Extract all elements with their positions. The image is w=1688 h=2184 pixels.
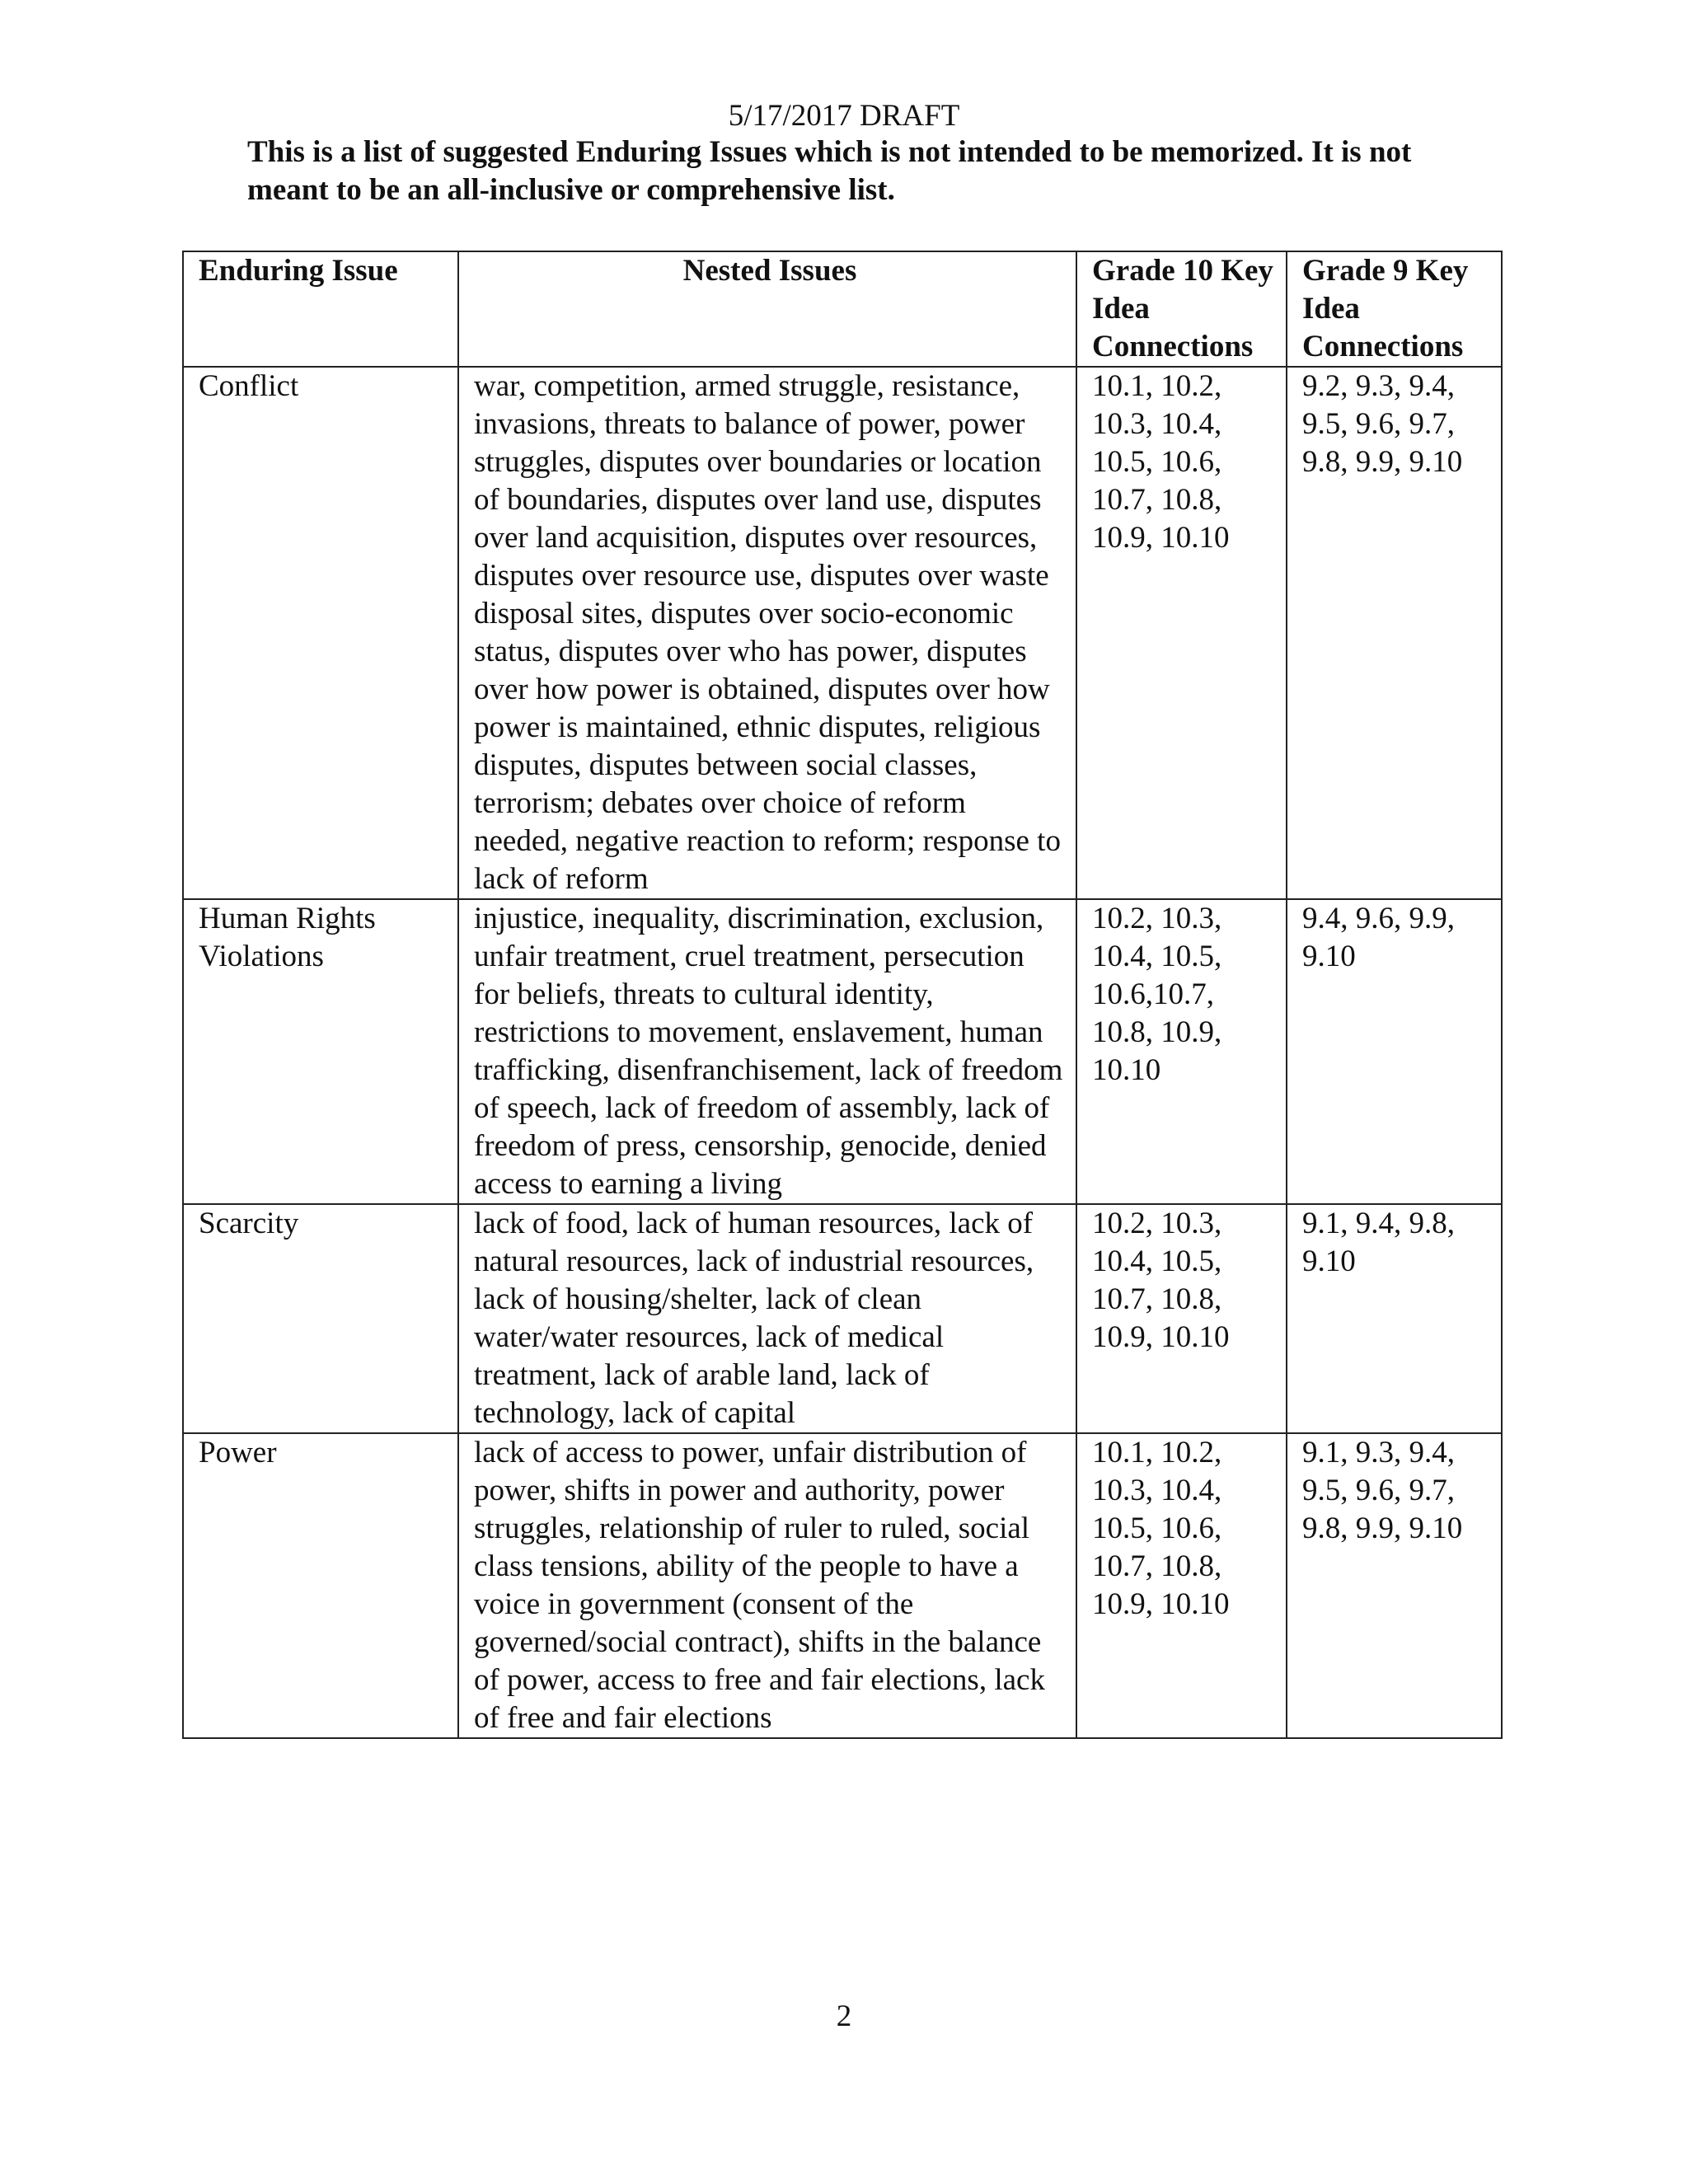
table-row (183, 1433, 1502, 1738)
enduring-issues-table (182, 251, 1503, 1739)
grade9-connections-cell: 9.2, 9.3, 9.4, 9.5, 9.6, 9.7, 9.8, 9.9, 9.10 (1287, 367, 1502, 899)
enduring-issue-cell: Scarcity (183, 1204, 458, 1433)
header-enduring-issue: Enduring Issue (183, 251, 458, 367)
grade10-connections-cell: 10.2, 10.3, 10.4, 10.5, 10.7, 10.8, 10.9, 10.10 (1076, 1204, 1287, 1433)
table-row (183, 899, 1502, 1204)
grade10-connections-cell: 10.1, 10.2, 10.3, 10.4, 10.5, 10.6, 10.7, 10.8, 10.9, 10.10 (1076, 1433, 1287, 1738)
grade10-connections-cell: 10.1, 10.2, 10.3, 10.4, 10.5, 10.6, 10.7, 10.8, 10.9, 10.10 (1076, 367, 1287, 899)
table-row (183, 1204, 1502, 1433)
intro-note: This is a list of suggested Enduring Issues which is not intended to be memorized. It is not meant to be an all-inclusive or comprehensive list. (247, 135, 1412, 207)
nested-issues-cell: war, competition, armed struggle, resistance, invasions, threats to balance of power, power struggles, disputes over boundaries or location of boundaries, disputes over land use, disputes over land acquisition, disputes over resources, disputes over resource use, disputes over waste disposal sites, disputes over socio-economic status, disputes over who has power, disputes over how power is obtained, disputes over how power is maintained, ethnic disputes, religious disputes, disputes between social classes, terrorism; debates over choice of reform needed, negative reaction to reform; response to lack of reform (458, 367, 1076, 899)
draft-date-header: 5/17/2017 DRAFT (728, 99, 960, 133)
page-number: 2 (836, 1999, 852, 2033)
grade9-connections-cell: 9.1, 9.3, 9.4, 9.5, 9.6, 9.7, 9.8, 9.9, 9.10 (1287, 1433, 1502, 1738)
nested-issues-cell: lack of access to power, unfair distribution of power, shifts in power and authority, power struggles, relationship of ruler to ruled, social class tensions, ability of the people to have a voice in government (consent of the governed/social contract), shifts in the balance of power, access to free and fair elections, lack of free and fair elections (458, 1433, 1076, 1738)
table-row (183, 367, 1502, 899)
header-grade9-connections: Grade 9 Key Idea Connections (1287, 251, 1502, 367)
grade9-connections-cell: 9.4, 9.6, 9.9, 9.10 (1287, 899, 1502, 1204)
table-header-row (183, 251, 1502, 367)
nested-issues-cell: injustice, inequality, discrimination, exclusion, unfair treatment, cruel treatment, persecution for beliefs, threats to cultural identity, restrictions to movement, enslavement, human trafficking, disenfranchisement, lack of freedom of speech, lack of freedom of assembly, lack of freedom of press, censorship, genocide, denied access to earning a living (458, 899, 1076, 1204)
enduring-issue-cell: Human Rights Violations (183, 899, 458, 1204)
grade10-connections-cell: 10.2, 10.3, 10.4, 10.5, 10.6,10.7, 10.8, 10.9, 10.10 (1076, 899, 1287, 1204)
grade9-connections-cell: 9.1, 9.4, 9.8, 9.10 (1287, 1204, 1502, 1433)
header-nested-issues: Nested Issues (458, 251, 1076, 367)
enduring-issue-cell: Power (183, 1433, 458, 1738)
enduring-issue-cell: Conflict (183, 367, 458, 899)
header-grade10-connections: Grade 10 Key Idea Connections (1076, 251, 1287, 367)
nested-issues-cell: lack of food, lack of human resources, lack of natural resources, lack of industrial resources, lack of housing/shelter, lack of clean water/water resources, lack of medical treatment, lack of arable land, lack of technology, lack of capital (458, 1204, 1076, 1433)
